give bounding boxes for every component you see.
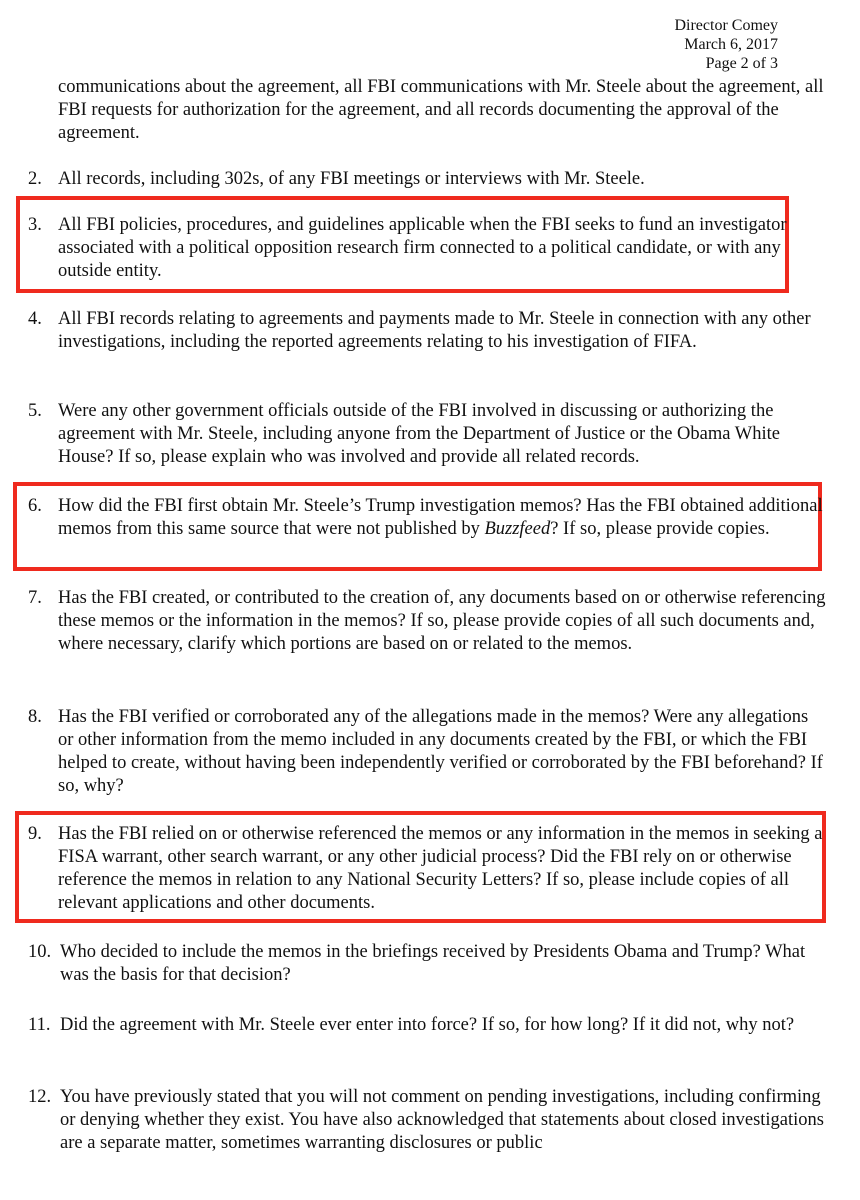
list-item-text-part: ? If so, please provide copies. <box>550 519 770 539</box>
list-item-text: Who decided to include the memos in the briefings received by Presidents Obama and Trump? What was the basis for that decision? <box>60 942 806 985</box>
list-item-text: All FBI records relating to agreements and payments made to Mr. Steele in connection with any other investigations, including the reported agreements relating to his investigation of FIFA. <box>58 309 811 352</box>
continuation-paragraph: communications about the agreement, all FBI communications with Mr. Steele about the agreement, all FBI requests for authorization for the agreement, and all records documenting the approval of the agreement. <box>58 77 824 143</box>
list-item-text: You have previously stated that you will not comment on pending investigations, including confirming or denying whether they exist. You have also acknowledged that statements about closed investigations are a separate matter, sometimes warranting disclosures or public <box>60 1087 824 1153</box>
list-item-text: All FBI policies, procedures, and guidelines applicable when the FBI seeks to fund an investigator associated with a political opposition research firm connected to a political candidate, or with any outside entity. <box>58 215 787 281</box>
list-item-text <box>58 495 828 541</box>
list-item-number: 12. <box>28 1087 52 1107</box>
page-header <box>674 16 778 73</box>
list-item-text: Has the FBI relied on or otherwise referenced the memos or any information in the memos in seeking a FISA warrant, other search warrant, or any other judicial process? Did the FBI rely on or otherwise reference the memos in relation to any National Security Letters? If so, please include copies of all relevant applications and other documents. <box>58 824 823 913</box>
publication-name: Buzzfeed <box>484 519 551 539</box>
list-item-number: 7. <box>28 588 42 608</box>
list-item-number: 9. <box>28 824 42 844</box>
header-recipient: Director Comey <box>674 17 778 34</box>
list-item-number: 2. <box>28 169 42 189</box>
list-item-text: Were any other government officials outside of the FBI involved in discussing or authorizing the agreement with Mr. Steele, including anyone from the Department of Justice or the Obama White House? If so, please explain who was involved and provide all related records. <box>58 401 780 467</box>
header-page-number: Page 2 of 3 <box>705 55 778 72</box>
list-item-number: 6. <box>28 496 42 516</box>
list-item-number: 11. <box>28 1015 51 1035</box>
header-date: March 6, 2017 <box>684 36 778 53</box>
list-item-number: 8. <box>28 707 42 727</box>
list-item-number: 3. <box>28 215 42 235</box>
list-item-text: Has the FBI created, or contributed to the creation of, any documents based on or otherwise referencing these memos or the information in the memos? If so, please provide copies of all such documents and, where necessary, clarify which portions are based on or related to the memos. <box>58 588 826 654</box>
list-item-text: All records, including 302s, of any FBI meetings or interviews with Mr. Steele. <box>58 169 645 189</box>
list-item-number: 4. <box>28 309 42 329</box>
list-item-text: Did the agreement with Mr. Steele ever enter into force? If so, for how long? If it did not, why not? <box>60 1015 795 1035</box>
list-item-number: 10. <box>28 942 52 962</box>
list-item-text-part: How did the FBI first obtain Mr. Steele’s Trump investigation memos? Has the FBI obtained additional memos from this same source that were not published by <box>58 496 823 539</box>
list-item-text: Has the FBI verified or corroborated any of the allegations made in the memos? Were any allegations or other information from the memo included in any documents created by the FBI, or which the FBI helped to create, without having been independently verified or corroborated by the FBI beforehand? If so, why? <box>58 707 823 796</box>
list-item-number: 5. <box>28 401 42 421</box>
